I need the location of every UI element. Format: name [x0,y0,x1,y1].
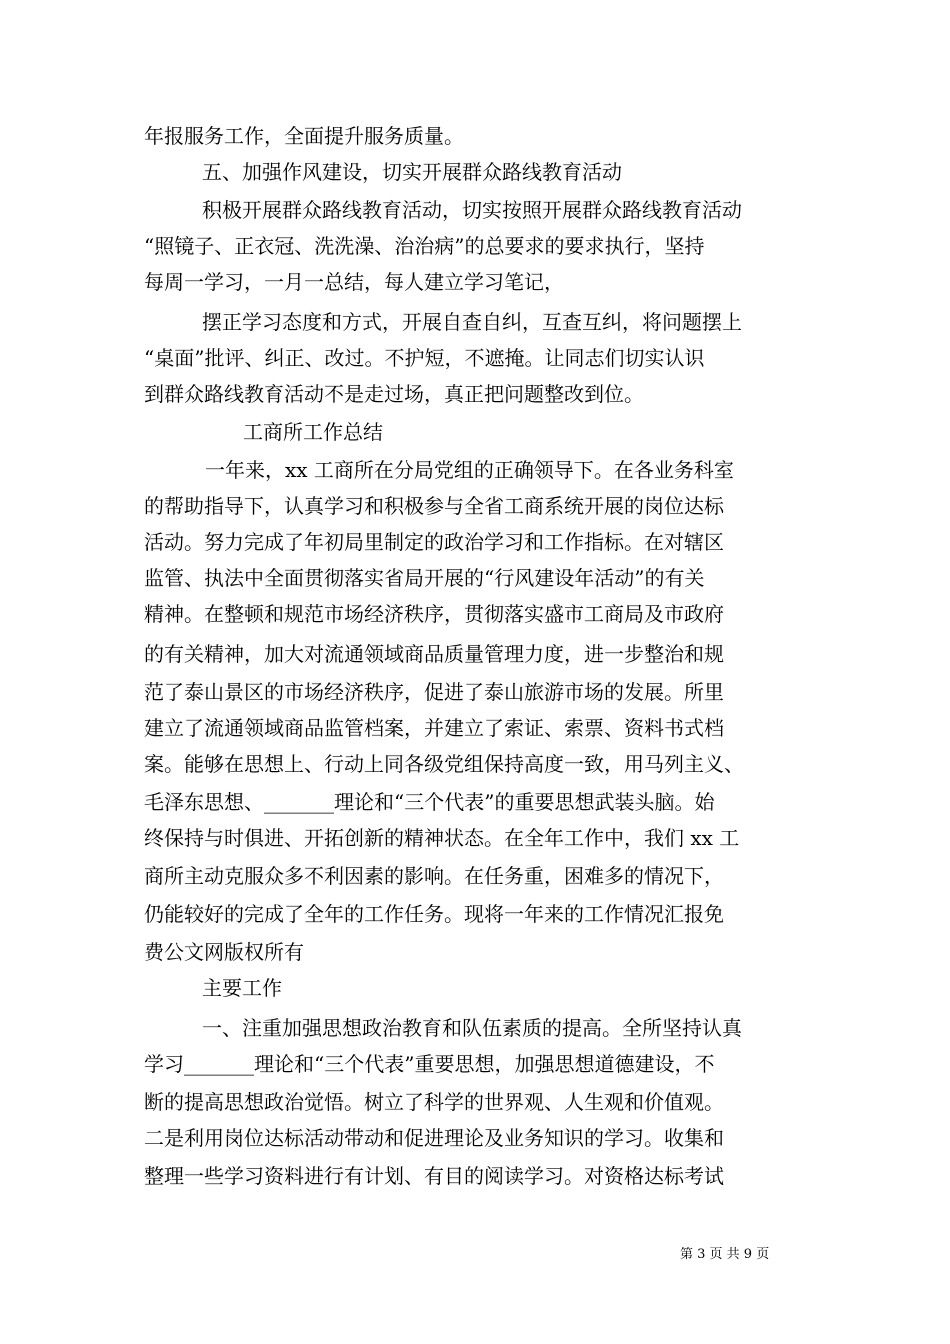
section-heading: 主要工作 [202,976,282,1000]
text-line: 的帮助指导下，认真学习和积极参与全省工商系统开展的岗位达标 [144,494,724,518]
text-line: 整理一些学习资料进行有计划、有目的阅读学习。对资格达标考试 [144,1164,724,1188]
text-line: 案。能够在思想上、行动上同各级党组保持高度一致，用马列主义、 [144,752,744,776]
text-line: 终保持与时俱进、开拓创新的精神状态。在全年工作中，我们 xx 工 [144,826,740,850]
document-title: 工商所工作总结 [243,420,383,444]
text-line: 仍能较好的完成了全年的工作任务。现将一年来的工作情况汇报免 [144,902,724,926]
page-number-footer: 第 3 页 共 9 页 [680,1247,770,1262]
text-line: 学习_______理论和“三个代表”重要思想，加强思想道德建设，不 [144,1052,715,1076]
text-line: 二是利用岗位达标活动带动和促进理论及业务知识的学习。收集和 [144,1126,724,1150]
text-line: 精神。在整顿和规范市场经济秩序，贯彻落实盛市工商局及市政府 [144,602,724,626]
text-line: 断的提高思想政治觉悟。树立了科学的世界观、人生观和价值观。 [144,1090,724,1114]
section-heading: 五、加强作风建设，切实开展群众路线教育活动 [202,160,622,184]
text-line: 费公文网版权所有 [144,940,304,964]
text-line: 一、注重加强思想政治教育和队伍素质的提高。全所坚持认真 [202,1016,742,1040]
text-line: 活动。努力完成了年初局里制定的政治学习和工作指标。在对辖区 [144,530,724,554]
text-line: 建立了流通领域商品监管档案，并建立了索证、索票、资料书式档 [144,716,724,740]
text-line: 摆正学习态度和方式，开展自查自纠，互查互纠，将问题摆上 [202,310,742,334]
text-line: 的有关精神，加大对流通领域商品质量管理力度，进一步整治和规 [144,642,724,666]
text-line: 一年来，xx 工商所在分局党组的正确领导下。在各业务科室 [205,458,734,482]
text-line: “桌面”批评、纠正、改过。不护短，不遮掩。让同志们切实认识 [144,346,705,370]
text-line: 每周一学习，一月一总结，每人建立学习笔记， [144,270,564,294]
text-line: “照镜子、正衣冠、洗洗澡、治治病”的总要求的要求执行，坚持 [144,234,705,258]
text-line: 积极开展群众路线教育活动，切实按照开展群众路线教育活动 [202,198,742,222]
text-line: 到群众路线教育活动不是走过场，真正把问题整改到位。 [144,382,644,406]
text-line: 商所主动克服众多不利因素的影响。在任务重，困难多的情况下， [144,864,724,888]
text-line: 监管、执法中全面贯彻落实省局开展的“行风建设年活动”的有关 [144,566,705,590]
text-line: 范了泰山景区的市场经济秩序，促进了泰山旅游市场的发展。所里 [144,680,724,704]
text-line: 年报服务工作，全面提升服务质量。 [144,124,464,148]
text-line: 毛泽东思想、_______理论和“三个代表”的重要思想武装头脑。始 [144,790,715,814]
